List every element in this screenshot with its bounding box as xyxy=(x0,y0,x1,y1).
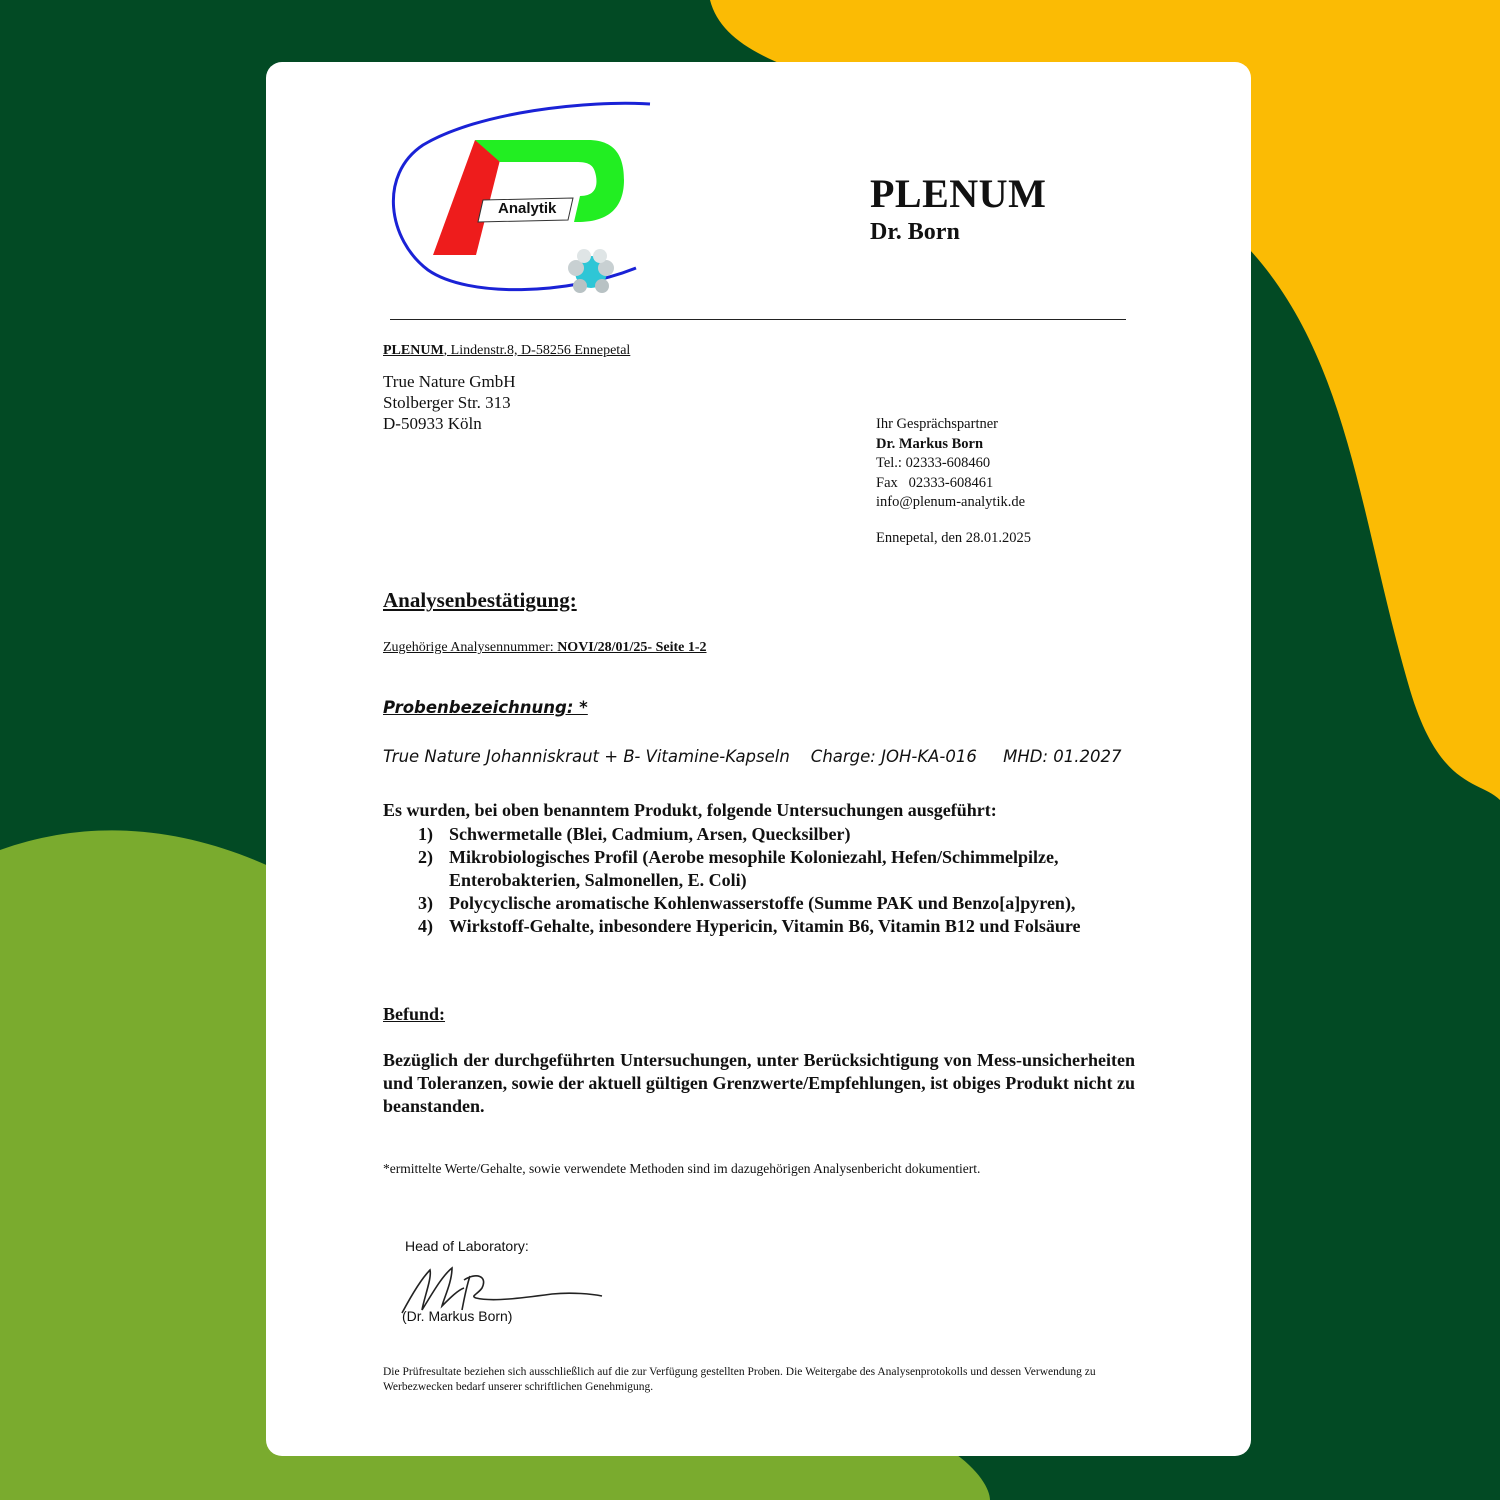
list-item xyxy=(418,823,1138,846)
list-number: 2) xyxy=(418,847,433,867)
list-item xyxy=(418,892,1138,915)
recipient-line: Stolberger Str. 313 xyxy=(383,393,511,412)
list-text: Mikrobiologisches Profil (Aerobe mesophile Koloniezahl, Hefen/Schimmelpilze, Enterobakterien, Salmonellen, E. Coli) xyxy=(449,847,1059,890)
analysis-number-label: Zugehörige Analysennummer: xyxy=(383,640,558,655)
recipient-address xyxy=(383,371,516,434)
brand-subtitle: Dr. Born xyxy=(870,219,960,245)
list-text: Polycyclische aromatische Kohlenwasserstoffe (Summe PAK und Benzo[a]pyren), xyxy=(449,893,1076,913)
list-text: Schwermetalle (Blei, Cadmium, Arsen, Quecksilber) xyxy=(449,824,851,844)
logo-badge: Analytik xyxy=(498,200,557,217)
recipient-line: True Nature GmbH xyxy=(383,372,516,391)
contact-tel: Tel.: 02333-608460 xyxy=(876,455,991,471)
befund-heading: Befund: xyxy=(383,1004,446,1024)
header-rule xyxy=(390,319,1126,320)
document-heading: Analysenbestätigung: xyxy=(383,588,577,612)
contact-block xyxy=(876,415,1025,513)
tests-list xyxy=(418,823,1138,938)
product-line: True Nature Johanniskraut + B- Vitamine-Kapseln Charge: JOH-KA-016 MHD: 01.2027 xyxy=(383,747,1122,766)
signature-title: Head of Laboratory: xyxy=(405,1238,529,1254)
recipient-line: D-50933 Köln xyxy=(383,414,482,433)
list-number: 1) xyxy=(418,824,433,844)
contact-label: Ihr Gesprächspartner xyxy=(876,416,998,432)
signature-block xyxy=(392,1230,622,1330)
list-number: 4) xyxy=(418,916,433,936)
sender-name: PLENUM xyxy=(383,343,444,358)
sender-line xyxy=(383,343,630,359)
sender-address: , Lindenstr.8, D-58256 Ennepetal xyxy=(443,343,631,358)
list-text: Wirkstoff-Gehalte, inbesondere Hypericin, Vitamin B6, Vitamin B12 und Folsäure xyxy=(449,916,1081,936)
signature-name: (Dr. Markus Born) xyxy=(402,1308,513,1324)
analysis-number-line xyxy=(383,640,707,656)
document-date: Ennepetal, den 28.01.2025 xyxy=(876,530,1032,546)
finding-text: Bezüglich der durchgeführten Untersuchungen, unter Berücksichtigung von Mess-unsicherheiten und Toleranzen, sowie der aktuell gültigen Grenzwerte/Empfehlungen, ist obiges Produkt nicht zu beanstanden. xyxy=(383,1050,1135,1116)
list-number: 3) xyxy=(418,893,433,913)
tests-intro: Es wurden, bei oben benanntem Produkt, folgende Untersuchungen ausgeführt: xyxy=(383,800,997,820)
list-item xyxy=(418,915,1138,938)
contact-email: info@plenum-analytik.de xyxy=(876,494,1026,510)
contact-person: Dr. Markus Born xyxy=(876,435,984,452)
sample-label: Probenbezeichnung: * xyxy=(383,698,588,717)
list-item xyxy=(418,846,1138,892)
contact-fax: Fax 02333-608461 xyxy=(876,474,994,491)
footnote: *ermittelte Werte/Gehalte, sowie verwendete Methoden sind im dazugehörigen Analysenbericht dokumentiert. xyxy=(383,1161,981,1176)
analysis-number: NOVI/28/01/25- Seite 1-2 xyxy=(557,640,707,655)
disclaimer: Die Prüfresultate beziehen sich ausschließlich auf die zur Verfügung gestellten Proben. Die Weitergabe des Analysenprotokolls und dessen Verwendung zu Werbezwecken bedarf unserer schriftlichen Genehmigung. xyxy=(383,1366,1096,1393)
molecule-icon xyxy=(568,249,614,293)
brand-name: PLENUM xyxy=(870,171,1047,216)
